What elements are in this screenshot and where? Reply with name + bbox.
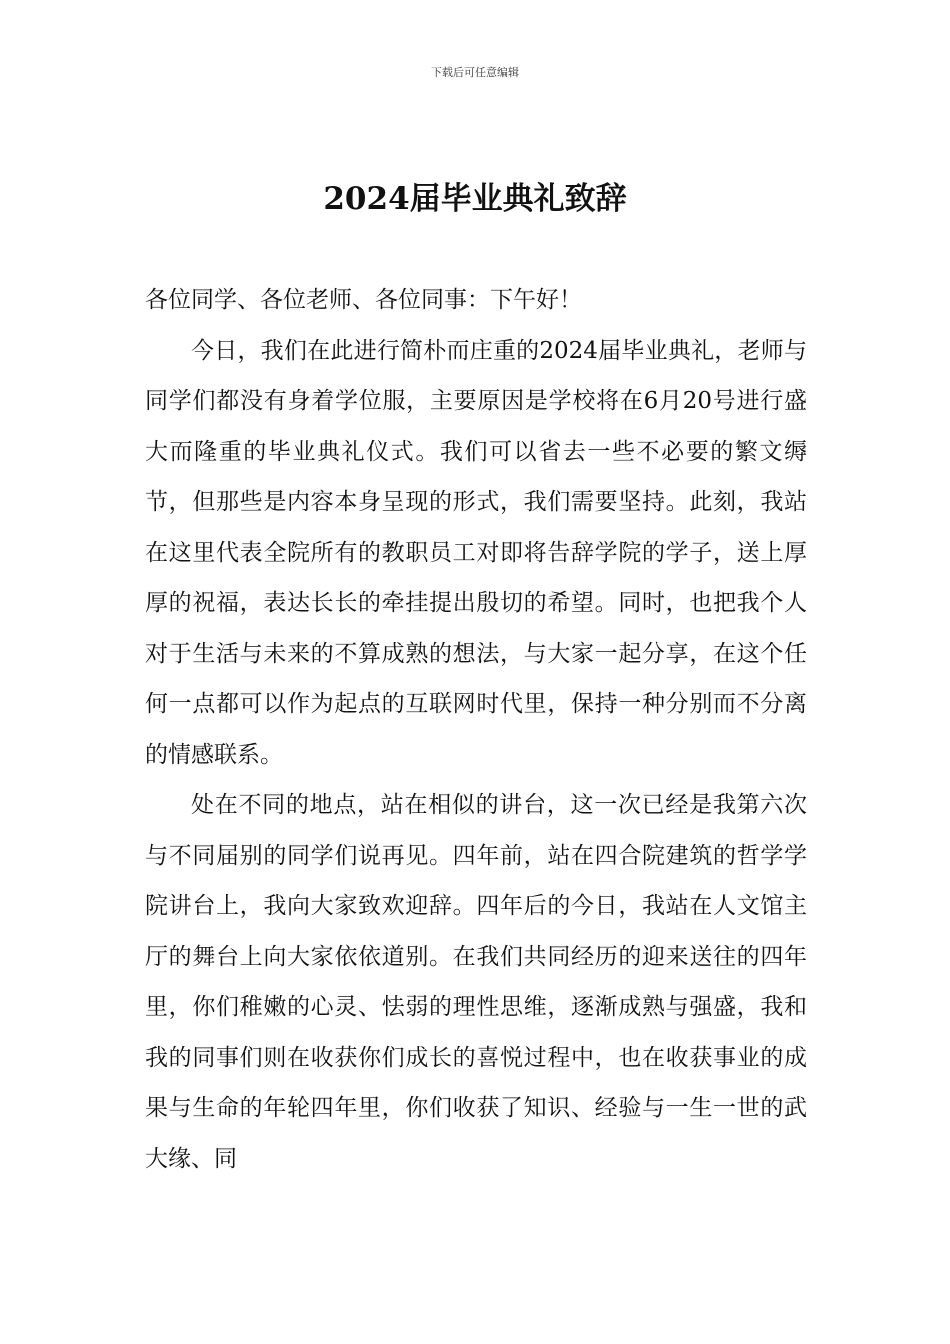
document-title: 2024届毕业典礼致辞 — [323, 181, 627, 217]
body-paragraph-2: 处在不同的地点，站在相似的讲台，这一次已经是我第六次与不同届别的同学们说再见。四年前，站在四合院建筑的哲学学院讲台上，我向大家致欢迎辞。四年后的今日，我站在人文馆主厅的舞台上向大家依依道别。在我们共同经历的迎来送往的四年里，你们稚嫩的心灵、怯弱的理性思维，逐渐成熟与强盛，我和我的同事们则在收获你们成长的喜悦过程中，也在收获事业的成果与生命的年轮四年里，你们收获了知识、经验与一生一世的武大缘、同 — [145, 792, 807, 1172]
body-paragraph-1: 今日，我们在此进行简朴而庄重的2024届毕业典礼，老师与同学们都没有身着学位服，主要原因是学校将在6月20号进行盛大而隆重的毕业典礼仪式。我们可以省去一些不必要的繁文缛节，但那些是内容本身呈现的形式，我们需要坚持。此刻，我站在这里代表全院所有的教职员工对即将告辞学院的学子，送上厚厚的祝福，表达长长的牵挂提出殷切的希望。同时，也把我个人对于生活与未来的不算成熟的想法，与大家一起分享，在这个任何一点都可以作为起点的互联网时代里，保持一种分别而不分离的情感联系。 — [145, 337, 807, 768]
page-header: 下载后可任意编辑 — [431, 66, 519, 79]
salutation: 各位同学、各位老师、各位同事：下午好！ — [145, 287, 582, 313]
document-body — [145, 275, 807, 1184]
